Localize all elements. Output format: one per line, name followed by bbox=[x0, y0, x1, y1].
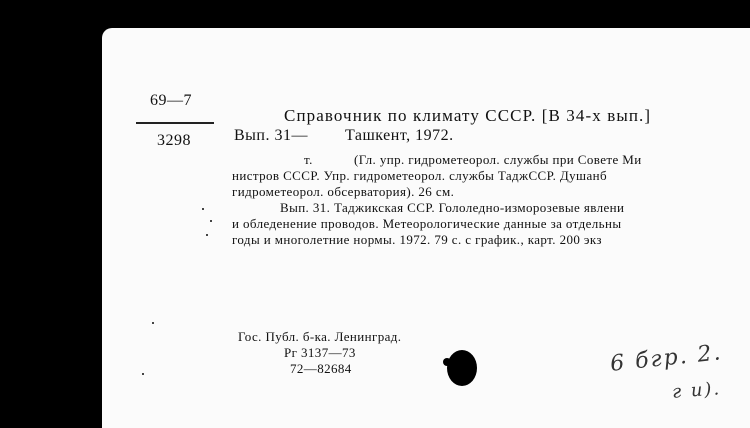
contents-line-3: годы и многолетние нормы. 1972. 79 с. с график., карт. 200 экз bbox=[232, 232, 602, 247]
code-divider bbox=[136, 122, 214, 124]
contents-line-2: и обледенение проводов. Метеорологические данные за отдельны bbox=[232, 216, 622, 231]
catalog-card bbox=[102, 28, 750, 428]
catalog-code-top: 69—7 bbox=[150, 92, 192, 109]
issue-line: Вып. 31— bbox=[234, 127, 308, 144]
catalog-code-bottom: 3298 bbox=[157, 132, 191, 149]
t-mark: т. bbox=[304, 152, 313, 167]
library-stamp-line-1: Гос. Публ. б-ка. Ленинград. bbox=[238, 329, 402, 344]
dust-speck bbox=[210, 220, 212, 222]
dust-speck bbox=[142, 373, 144, 375]
publisher-line-3: гидрометеорол. обсерватория). 26 см. bbox=[232, 184, 455, 199]
library-stamp-line-2: Рг 3137—73 bbox=[284, 345, 356, 360]
place-year: Ташкент, 1972. bbox=[345, 127, 454, 144]
handwritten-note-2: г и). bbox=[671, 378, 722, 403]
dust-speck bbox=[206, 234, 208, 236]
publisher-line-2: нистров СССР. Упр. гидрометеорол. службы ТаджССР. Душанб bbox=[232, 168, 608, 183]
contents-line-1: Вып. 31. Таджикская ССР. Гололедно-изморозевые явлени bbox=[280, 200, 625, 215]
dust-speck bbox=[152, 322, 154, 324]
card-title: Справочник по климату СССР. [В 34-х вып.] bbox=[284, 106, 652, 125]
handwritten-note-1: 6 бгр. 2. bbox=[609, 340, 724, 377]
ink-blot-edge bbox=[443, 358, 451, 366]
ink-blot bbox=[447, 350, 477, 386]
dust-speck bbox=[202, 208, 204, 210]
library-stamp-line-3: 72—82684 bbox=[290, 361, 352, 376]
publisher-line-1: (Гл. упр. гидрометеорол. службы при Совете Ми bbox=[354, 152, 642, 167]
